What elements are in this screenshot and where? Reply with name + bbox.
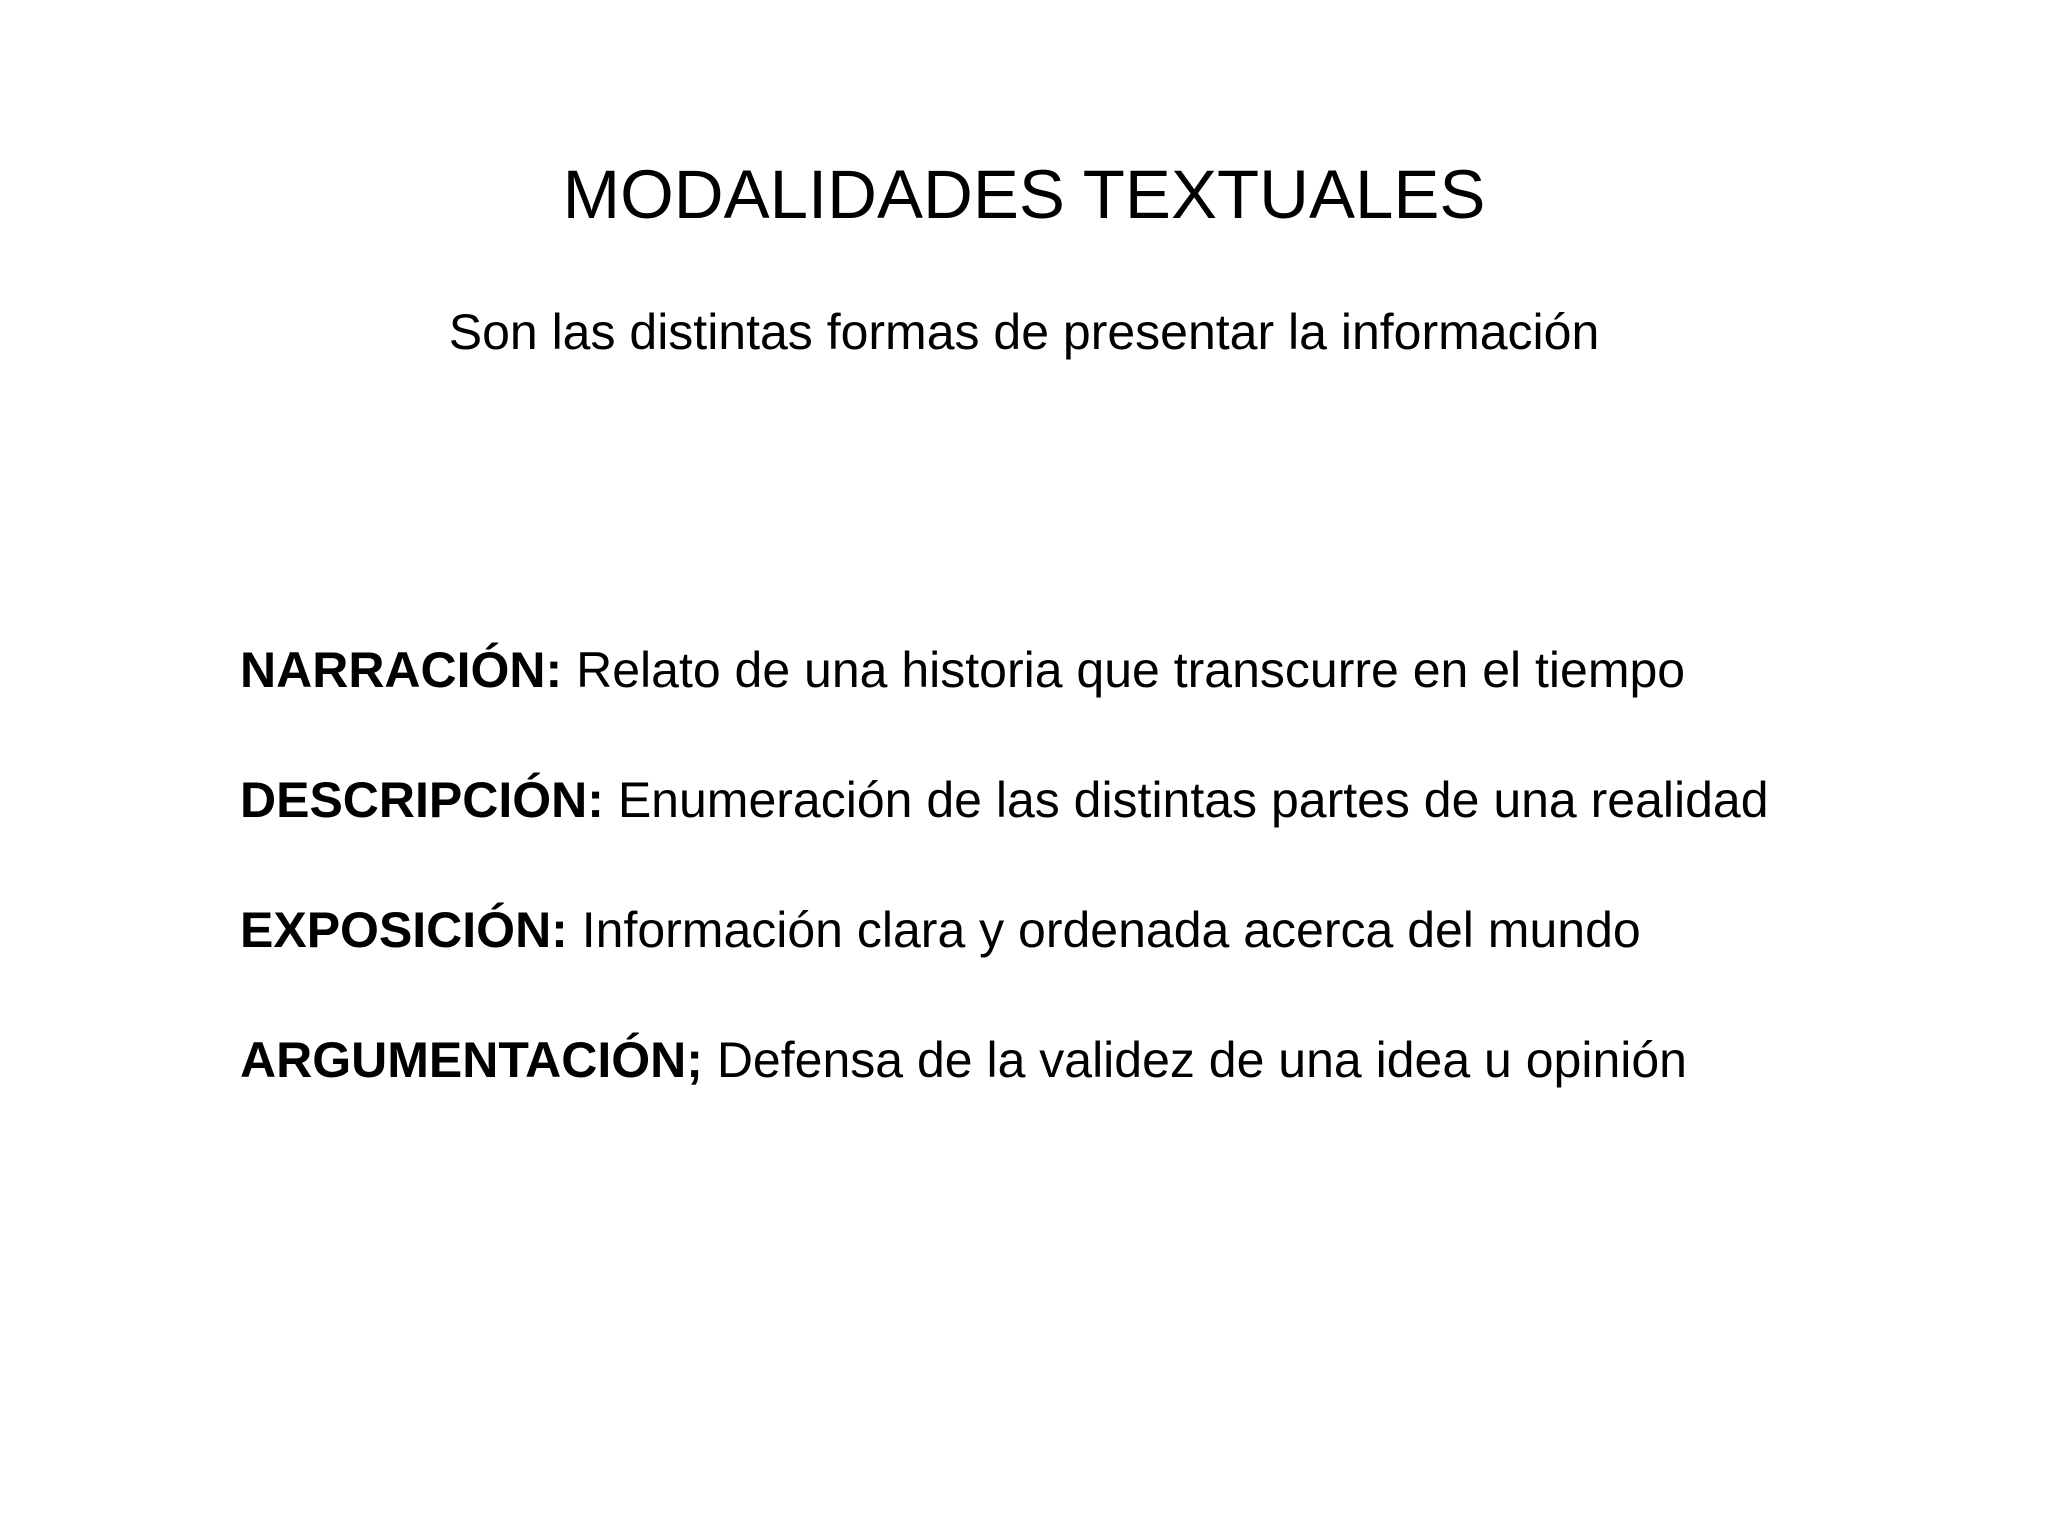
entry-definition: Enumeración de las distintas partes de una realidad: [617, 772, 1769, 828]
list-item-descripcion: [240, 770, 2020, 900]
entry-definition: Información clara y ordenada acerca del mundo: [581, 902, 1641, 958]
slide-subtitle: Son las distintas formas de presentar la información: [448, 304, 1600, 360]
list-item-exposicion: [240, 900, 2020, 1030]
entry-term: ARGUMENTACIÓN;: [240, 1032, 703, 1088]
entry-term: NARRACIÓN:: [240, 642, 563, 698]
entry-definition: Relato de una historia que transcurre en el tiempo: [576, 642, 1686, 698]
entry-definition: Defensa de la validez de una idea u opinión: [716, 1032, 1687, 1088]
modalities-list: [240, 640, 2020, 1160]
list-item-narracion: [240, 640, 2020, 770]
entry-term: EXPOSICIÓN:: [240, 902, 568, 958]
list-item-argumentacion: [240, 1030, 2020, 1160]
entry-term: DESCRIPCIÓN:: [240, 772, 604, 828]
slide-title: MODALIDADES TEXTUALES: [562, 156, 1486, 233]
